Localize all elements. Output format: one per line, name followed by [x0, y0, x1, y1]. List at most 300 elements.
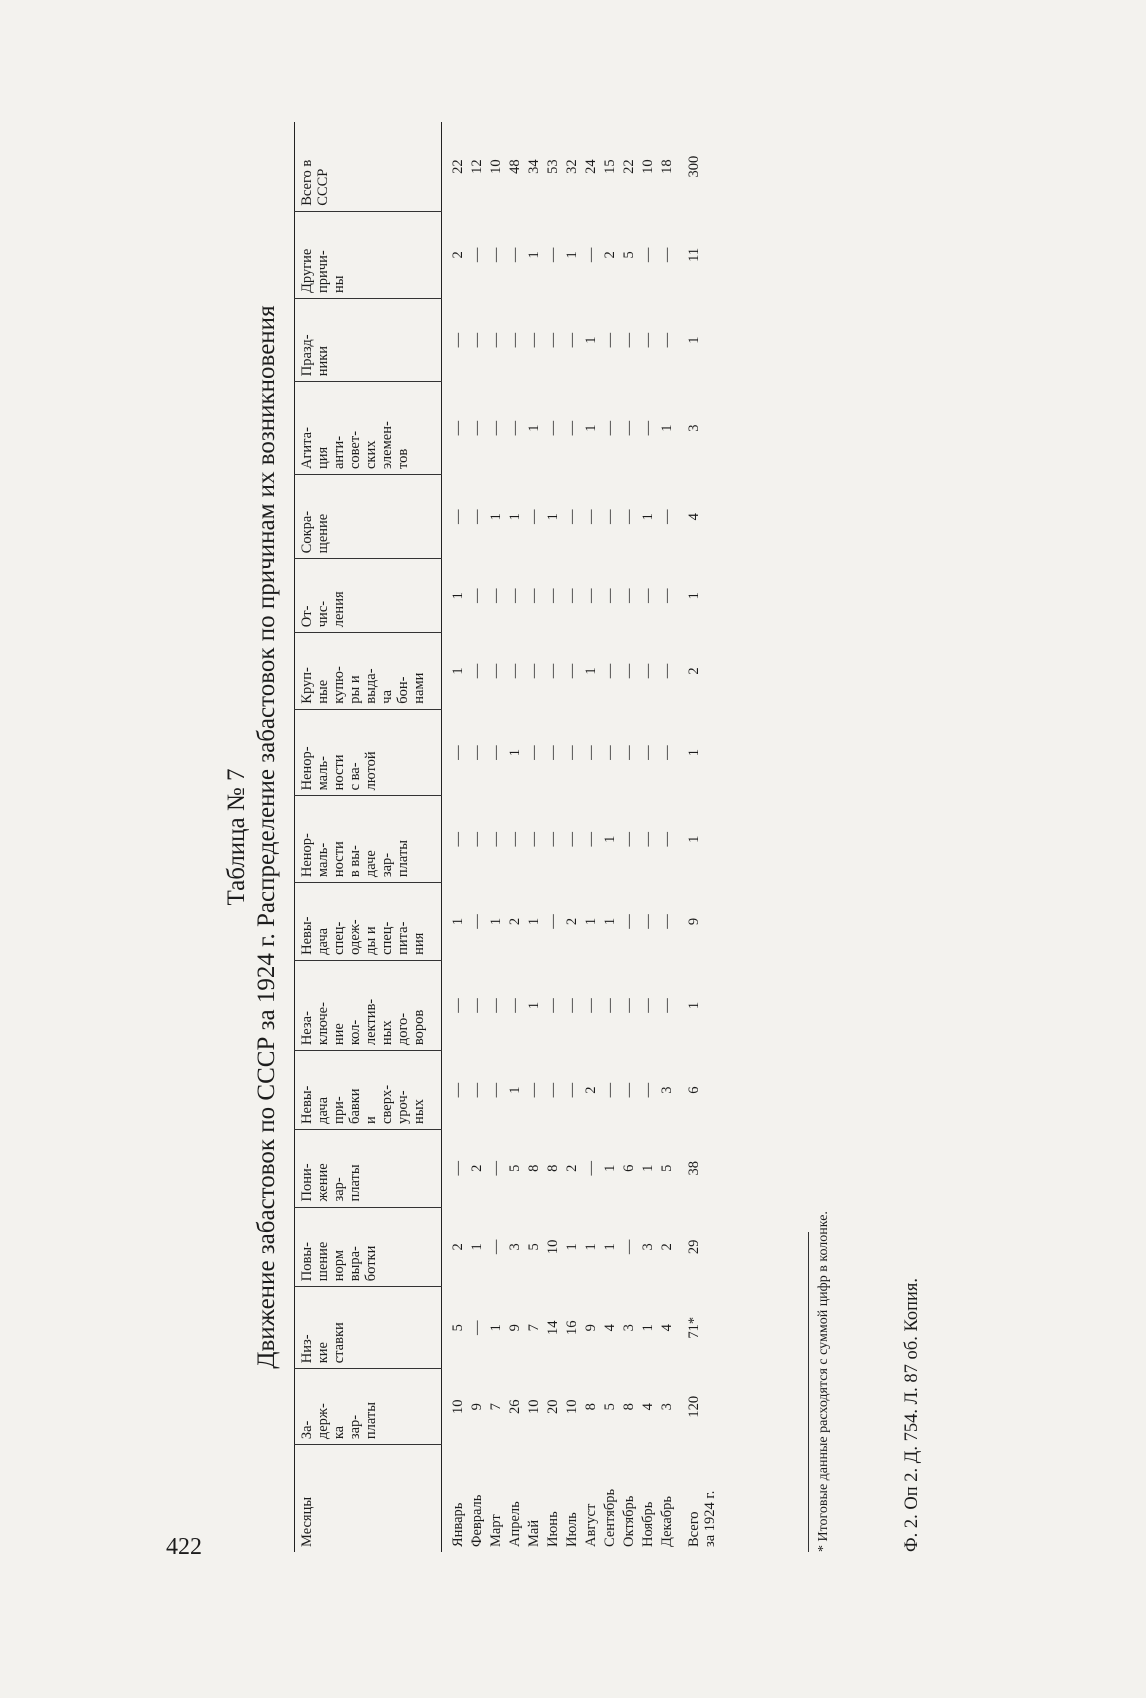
column-header-line: ных	[379, 1020, 395, 1046]
value-cell: 9	[506, 1324, 523, 1332]
column-header-line: ние	[331, 1023, 347, 1046]
value-cell: —	[601, 509, 618, 524]
total-label-cell	[676, 1445, 718, 1552]
value-cell: 1	[487, 513, 504, 521]
total-value-cell: 4	[686, 513, 702, 521]
total-value-cell: 1	[686, 835, 702, 843]
value-cell: —	[563, 663, 580, 679]
column-header-line: кол-	[347, 1019, 363, 1046]
value-cell: 8	[620, 1403, 637, 1411]
value-cell: —	[449, 998, 466, 1013]
column-header-line: ные	[315, 679, 331, 704]
value-cell: —	[620, 332, 637, 348]
value-cell: —	[468, 420, 485, 436]
table-row	[467, 122, 486, 1552]
value-cell: 3	[620, 1324, 637, 1332]
column-header-line: платы	[347, 1164, 363, 1202]
value-cell: 10	[449, 1399, 466, 1414]
column-header-line: ция	[315, 446, 331, 470]
value-cell: 18	[658, 159, 675, 174]
value-cell: 1	[449, 917, 466, 926]
value-cell: —	[449, 832, 466, 847]
value-cell: 8	[544, 1164, 561, 1172]
column-header-line: Празд-	[299, 334, 315, 377]
value-cell: 2	[449, 251, 466, 259]
month-cell: Сентябрь	[601, 1488, 618, 1547]
column-header	[295, 1129, 442, 1207]
column-header	[295, 298, 442, 381]
value-cell: 5	[506, 1164, 523, 1172]
column-header-line: совет-	[347, 430, 363, 470]
total-value-cell: 3	[686, 424, 702, 432]
column-header-line: купю-	[331, 666, 347, 704]
value-cell: —	[658, 832, 675, 847]
value-cell: —	[487, 832, 504, 847]
value-cell: 22	[620, 159, 637, 174]
month-cell: Май	[525, 1519, 542, 1547]
value-cell: 1	[639, 1164, 656, 1172]
value-cell: —	[487, 1082, 504, 1098]
column-header	[295, 633, 442, 709]
column-header-line: держ-	[315, 1403, 331, 1440]
value-cell: —	[563, 332, 580, 348]
value-cell: 2	[449, 1243, 466, 1251]
value-cell: 22	[449, 159, 466, 174]
value-cell: 2	[582, 1086, 599, 1094]
table-row	[562, 122, 581, 1552]
column-header	[295, 559, 442, 633]
column-header-line: От-	[299, 605, 315, 628]
column-header-line: бавки	[347, 1088, 363, 1124]
value-cell: —	[563, 420, 580, 436]
value-cell: —	[658, 663, 675, 679]
value-cell: —	[582, 998, 599, 1013]
column-header-line: Неза-	[299, 1011, 315, 1046]
value-cell: 10	[544, 1239, 561, 1255]
value-cell: 10	[639, 159, 656, 174]
value-cell: —	[525, 588, 542, 604]
value-cell: —	[563, 1082, 580, 1098]
total-value-cell: 1	[686, 592, 702, 600]
column-header-line: ры и	[347, 675, 363, 704]
value-cell: —	[487, 1160, 504, 1176]
value-cell: 7	[487, 1403, 504, 1411]
column-header-line: ники	[315, 345, 331, 377]
column-header-line: платы	[395, 839, 411, 878]
value-cell: 1	[487, 1324, 504, 1332]
table-row	[524, 122, 543, 1552]
footnote: * Итоговые данные расходятся с суммой цифр в колонке.	[816, 1211, 831, 1552]
value-cell: 1	[582, 1243, 599, 1251]
column-header	[295, 1287, 442, 1369]
value-cell: —	[620, 914, 637, 929]
month-cell: Июнь	[544, 1511, 561, 1547]
value-cell: —	[468, 998, 485, 1013]
value-cell: —	[487, 1239, 504, 1255]
value-cell: —	[544, 420, 561, 436]
value-cell: —	[449, 1160, 466, 1176]
month-cell: Октябрь	[620, 1495, 637, 1547]
column-header	[295, 796, 442, 883]
value-cell: 1	[582, 336, 599, 344]
archive-source: Ф. 2. Оп 2. Д. 754. Л. 87 об. Копия.	[902, 1277, 922, 1552]
value-cell: 6	[620, 1164, 637, 1172]
column-header-line: Агита-	[299, 427, 315, 470]
total-row	[676, 122, 718, 1552]
value-cell: —	[620, 832, 637, 847]
column-header-line: норм	[331, 1250, 347, 1282]
value-cell: —	[506, 420, 523, 436]
value-cell: 1	[582, 917, 599, 926]
value-cell: —	[449, 745, 466, 760]
value-cell: —	[563, 832, 580, 847]
column-header-line: Ненор-	[299, 833, 315, 878]
value-cell: 8	[582, 1403, 599, 1411]
column-header-line: при-	[331, 1096, 347, 1124]
value-cell: —	[487, 998, 504, 1013]
value-cell: —	[468, 588, 485, 604]
value-cell: —	[468, 509, 485, 524]
column-header	[295, 382, 442, 475]
value-cell: —	[544, 332, 561, 348]
column-header-line: чис-	[315, 600, 331, 628]
page-number: 422	[166, 1534, 202, 1560]
table-row	[619, 122, 638, 1552]
value-cell: —	[601, 998, 618, 1013]
value-cell: 34	[525, 159, 542, 174]
column-header-line: Повы-	[299, 1242, 315, 1282]
value-cell: 1	[525, 917, 542, 926]
column-header-line: Сокра-	[299, 510, 315, 554]
value-cell: 9	[468, 1403, 485, 1411]
value-cell: 2	[468, 1164, 485, 1172]
total-label: Всего	[686, 1511, 702, 1547]
value-cell: 1	[601, 917, 618, 926]
column-header-line: зар-	[347, 1414, 363, 1440]
value-cell: 2	[563, 1164, 580, 1172]
column-header-line: и	[363, 1116, 379, 1124]
value-cell: —	[544, 914, 561, 929]
value-cell: 15	[601, 159, 618, 174]
total-value-cell: 29	[686, 1239, 702, 1255]
value-cell: —	[506, 663, 523, 679]
value-cell: 1	[582, 424, 599, 432]
table-row	[581, 122, 600, 1552]
value-cell: —	[639, 332, 656, 348]
column-header-line: зар-	[379, 852, 395, 878]
month-cell: Декабрь	[658, 1495, 675, 1547]
value-cell: 16	[563, 1320, 580, 1335]
column-header-line: анти-	[331, 435, 347, 470]
table-row	[486, 122, 505, 1552]
value-cell: —	[582, 832, 599, 847]
value-cell: —	[601, 1082, 618, 1098]
table-row	[442, 122, 468, 1552]
value-cell: —	[658, 588, 675, 604]
value-cell: —	[620, 1239, 637, 1255]
column-header-line: жение	[315, 1163, 331, 1202]
value-cell: —	[468, 914, 485, 929]
value-cell: 2	[563, 917, 580, 926]
value-cell: 1	[601, 1243, 618, 1251]
value-cell: —	[639, 588, 656, 604]
column-header-line: спец-	[379, 921, 395, 955]
value-cell: —	[468, 1082, 485, 1098]
column-header-line: лектив-	[363, 998, 379, 1046]
value-cell: 7	[525, 1324, 542, 1332]
value-cell: 3	[658, 1086, 675, 1094]
column-header-line: ка	[331, 1425, 347, 1440]
value-cell: 3	[658, 1403, 675, 1411]
value-cell: 1	[487, 917, 504, 926]
value-cell: 2	[506, 917, 523, 926]
value-cell: —	[658, 332, 675, 348]
total-label: за 1924 г.	[702, 1490, 718, 1547]
column-header-line: ности	[331, 841, 347, 878]
total-value-cell: 2	[686, 667, 702, 675]
total-value-cell: 6	[686, 1086, 702, 1094]
column-header-line: выда-	[363, 668, 379, 704]
value-cell: 1	[449, 667, 466, 675]
value-cell: 2	[601, 251, 618, 259]
column-header-line: кие	[315, 1342, 331, 1364]
column-header-line: дача	[315, 1096, 331, 1124]
value-cell: 1	[525, 424, 542, 432]
column-header-line: ния	[411, 932, 427, 955]
value-cell: —	[468, 745, 485, 760]
value-cell: 5	[620, 251, 637, 259]
column-header-line: ча	[379, 689, 395, 704]
value-cell: —	[506, 832, 523, 847]
column-header	[295, 1369, 442, 1445]
value-cell: —	[525, 332, 542, 348]
value-cell: —	[601, 745, 618, 760]
value-cell: 32	[563, 159, 580, 174]
value-cell: —	[639, 1082, 656, 1098]
column-header-line: Круп-	[299, 667, 315, 704]
column-header-line: Пони-	[299, 1163, 315, 1202]
column-header-line: ключе-	[315, 1002, 331, 1046]
column-header-line: Невы-	[299, 1085, 315, 1124]
column-header-line: выра-	[347, 1246, 363, 1282]
value-cell: —	[468, 663, 485, 679]
total-value-cell: 9	[686, 917, 702, 926]
table-row	[505, 122, 524, 1552]
value-cell: —	[487, 745, 504, 760]
column-header-line: шение	[315, 1241, 331, 1282]
table-row	[638, 122, 657, 1552]
column-header-line: Всего в	[299, 159, 315, 206]
value-cell: —	[468, 832, 485, 847]
value-cell: —	[620, 420, 637, 436]
column-header-line: даче	[363, 850, 379, 878]
total-value-cell: 120	[686, 1395, 702, 1418]
value-cell: —	[449, 509, 466, 524]
column-header-line: ботки	[363, 1245, 379, 1282]
column-header-line: щение	[315, 513, 331, 554]
value-cell: 4	[639, 1403, 656, 1411]
column-header	[295, 1051, 442, 1130]
value-cell: —	[544, 247, 561, 263]
value-cell: —	[639, 420, 656, 436]
value-cell: —	[544, 1082, 561, 1098]
column-header-line: дача	[315, 927, 331, 955]
value-cell: 10	[487, 159, 504, 174]
value-cell: —	[563, 745, 580, 760]
value-cell: —	[620, 998, 637, 1013]
total-value-cell: 1	[686, 336, 702, 344]
total-value-cell: 300	[686, 155, 702, 178]
column-header-line: За-	[299, 1420, 315, 1440]
column-header-line: причи-	[315, 250, 331, 293]
value-cell: 1	[544, 513, 561, 521]
value-cell: —	[487, 588, 504, 604]
column-header-line: ления	[331, 591, 347, 628]
value-cell: 1	[506, 748, 523, 757]
column-header-line: платы	[363, 1402, 379, 1440]
column-header-line: бон-	[395, 676, 411, 704]
column-header	[295, 1207, 442, 1287]
value-cell: 2	[658, 1243, 675, 1251]
value-cell: 1	[525, 251, 542, 259]
column-header-line: в вы-	[347, 845, 363, 878]
value-cell: —	[525, 663, 542, 679]
footnote-divider	[808, 1232, 809, 1552]
column-header	[295, 960, 442, 1050]
value-cell: —	[468, 332, 485, 348]
column-header	[295, 1445, 442, 1552]
table-row	[543, 122, 562, 1552]
value-cell: 8	[525, 1164, 542, 1172]
value-cell: 5	[658, 1164, 675, 1172]
column-header-line: ных	[411, 1099, 427, 1124]
value-cell: —	[468, 1320, 485, 1335]
month-cell: Январь	[449, 1502, 466, 1547]
column-header-line: воров	[411, 1009, 427, 1046]
month-cell: Август	[582, 1503, 599, 1547]
column-header-line: нами	[411, 672, 427, 704]
value-cell: 1	[639, 1324, 656, 1332]
column-header-line: Ненор-	[299, 746, 315, 791]
value-cell: —	[639, 914, 656, 929]
column-header-line: лютой	[363, 751, 379, 791]
table-number-title: Таблица № 7	[223, 768, 250, 906]
value-cell: —	[506, 247, 523, 263]
value-cell: —	[487, 663, 504, 679]
column-header-line: сверх-	[379, 1084, 395, 1124]
value-cell: 1	[449, 592, 466, 600]
value-cell: 1	[601, 835, 618, 843]
table-row	[657, 122, 676, 1552]
column-header	[295, 475, 442, 559]
value-cell: —	[544, 745, 561, 760]
value-cell: 3	[506, 1243, 523, 1251]
value-cell: —	[449, 332, 466, 348]
column-header-line: тов	[395, 448, 411, 470]
value-cell: 12	[468, 159, 485, 174]
month-cell: Апрель	[506, 1501, 523, 1547]
value-cell: —	[620, 1082, 637, 1098]
value-cell: 5	[449, 1324, 466, 1332]
column-header-line: с ва-	[347, 762, 363, 791]
value-cell: 1	[506, 513, 523, 521]
value-cell: 24	[582, 159, 599, 174]
value-cell: —	[582, 745, 599, 760]
table-header-row	[295, 122, 442, 1552]
rotated-page-content	[222, 122, 982, 1552]
value-cell: 53	[544, 159, 561, 174]
value-cell: —	[620, 663, 637, 679]
value-cell: —	[525, 745, 542, 760]
value-cell: 1	[525, 1001, 542, 1010]
column-header-line: спец-	[331, 921, 347, 955]
value-cell: 10	[525, 1399, 542, 1414]
total-value-cell: 11	[686, 247, 702, 262]
value-cell: —	[582, 509, 599, 524]
value-cell: 26	[506, 1399, 523, 1414]
value-cell: —	[620, 745, 637, 760]
value-cell: 14	[544, 1320, 561, 1335]
total-value-cell: 1	[686, 1001, 702, 1010]
value-cell: —	[525, 832, 542, 847]
month-cell: Март	[487, 1514, 504, 1547]
column-header-line: элемен-	[379, 421, 395, 470]
column-header-line: одеж-	[347, 919, 363, 955]
value-cell: 48	[506, 159, 523, 174]
table-body	[442, 122, 719, 1552]
value-cell: 1	[468, 1243, 485, 1251]
value-cell: —	[544, 832, 561, 847]
value-cell: —	[563, 509, 580, 524]
value-cell: —	[563, 588, 580, 604]
value-cell: —	[487, 420, 504, 436]
value-cell: —	[639, 247, 656, 263]
column-header	[295, 709, 442, 796]
column-header-line: Низ-	[299, 1334, 315, 1364]
value-cell: —	[658, 745, 675, 760]
total-value-cell: 38	[686, 1160, 702, 1176]
value-cell: —	[544, 663, 561, 679]
column-header	[295, 211, 442, 298]
value-cell: 1	[639, 513, 656, 521]
value-cell: —	[639, 832, 656, 847]
month-cell: Ноябрь	[639, 1501, 656, 1547]
total-value-cell: 71*	[686, 1316, 702, 1339]
value-cell: 5	[525, 1243, 542, 1251]
value-cell: —	[487, 247, 504, 263]
value-cell: —	[449, 420, 466, 436]
strikes-table	[294, 122, 718, 1552]
value-cell: 1	[563, 1243, 580, 1251]
column-header-line: Месяцы	[299, 1496, 315, 1547]
value-cell: 3	[639, 1243, 656, 1251]
total-value-cell: 1	[686, 748, 702, 757]
value-cell: —	[582, 247, 599, 263]
table-title: Движение забастовок по СССР за 1924 г. Распределение забастовок по причинам их возникновения	[253, 305, 280, 1369]
value-cell: —	[620, 509, 637, 524]
column-header-line: Другие	[299, 248, 315, 293]
value-cell: —	[601, 588, 618, 604]
value-cell: 4	[601, 1324, 618, 1332]
column-header-line: Невы-	[299, 916, 315, 955]
column-header-line: СССР	[315, 168, 331, 206]
value-cell: —	[544, 588, 561, 604]
value-cell: 1	[582, 667, 599, 675]
value-cell: —	[563, 998, 580, 1013]
value-cell: —	[525, 509, 542, 524]
value-cell: 10	[563, 1399, 580, 1414]
value-cell: 1	[601, 1164, 618, 1172]
